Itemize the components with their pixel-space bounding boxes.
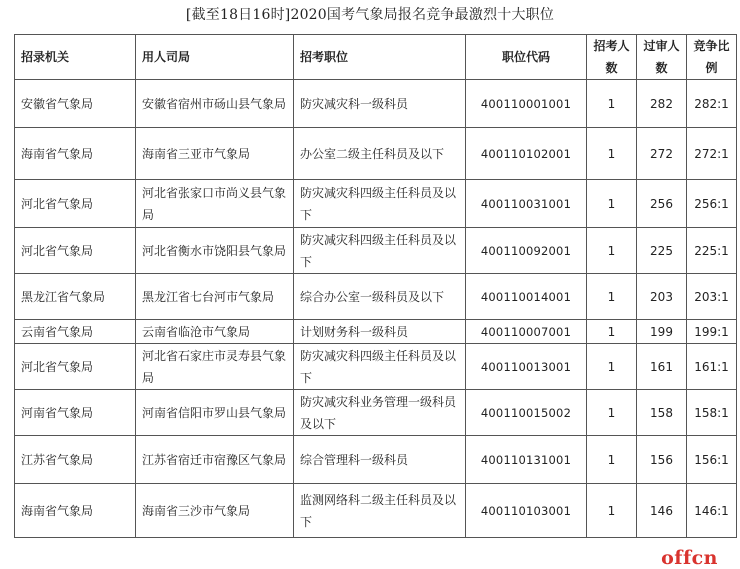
cell-code: 400110013001 [466,344,587,390]
cell-approved: 156 [637,436,687,484]
cell-position: 综合办公室一级科员及以下 [294,274,466,320]
cell-agency: 海南省气象局 [15,484,136,538]
cell-position: 办公室二级主任科员及以下 [294,128,466,180]
cell-position: 防灾减灾科四级主任科员及以下 [294,180,466,228]
cell-approved: 282 [637,80,687,128]
cell-ratio: 203:1 [687,274,737,320]
cell-approved: 225 [637,228,687,274]
table-row [15,484,737,538]
cell-recruit: 1 [587,80,637,128]
cell-dept: 河北省石家庄市灵寿县气象局 [136,344,294,390]
cell-agency: 安徽省气象局 [15,80,136,128]
positions-table [14,34,737,538]
table-row [15,128,737,180]
table-row [15,228,737,274]
cell-recruit: 1 [587,436,637,484]
cell-dept: 海南省三亚市气象局 [136,128,294,180]
cell-recruit: 1 [587,128,637,180]
table-row [15,320,737,344]
cell-ratio: 156:1 [687,436,737,484]
cell-code: 400110001001 [466,80,587,128]
cell-position: 防灾减灾科业务管理一级科员及以下 [294,390,466,436]
cell-code: 400110103001 [466,484,587,538]
header-position: 招考职位 [294,35,466,80]
cell-code: 400110007001 [466,320,587,344]
cell-agency: 河南省气象局 [15,390,136,436]
cell-ratio: 272:1 [687,128,737,180]
cell-code: 400110014001 [466,274,587,320]
cell-position: 防灾减灾科四级主任科员及以下 [294,228,466,274]
table-row [15,180,737,228]
table-row [15,80,737,128]
cell-ratio: 225:1 [687,228,737,274]
cell-code: 400110015002 [466,390,587,436]
cell-agency: 黑龙江省气象局 [15,274,136,320]
cell-dept: 海南省三沙市气象局 [136,484,294,538]
cell-dept: 江苏省宿迁市宿豫区气象局 [136,436,294,484]
header-approved: 过审人数 [637,35,687,80]
table-row [15,436,737,484]
cell-code: 400110092001 [466,228,587,274]
cell-recruit: 1 [587,180,637,228]
header-agency: 招录机关 [15,35,136,80]
watermark-logo: offcn [661,547,718,569]
cell-ratio: 199:1 [687,320,737,344]
cell-approved: 146 [637,484,687,538]
cell-recruit: 1 [587,228,637,274]
cell-code: 400110131001 [466,436,587,484]
cell-recruit: 1 [587,274,637,320]
cell-ratio: 146:1 [687,484,737,538]
cell-recruit: 1 [587,320,637,344]
cell-recruit: 1 [587,484,637,538]
table-row [15,344,737,390]
cell-dept: 河北省张家口市尚义县气象局 [136,180,294,228]
cell-ratio: 256:1 [687,180,737,228]
cell-position: 综合管理科一级科员 [294,436,466,484]
cell-ratio: 158:1 [687,390,737,436]
cell-approved: 158 [637,390,687,436]
cell-dept: 云南省临沧市气象局 [136,320,294,344]
cell-agency: 云南省气象局 [15,320,136,344]
cell-position: 防灾减灾科一级科员 [294,80,466,128]
cell-agency: 海南省气象局 [15,128,136,180]
header-code: 职位代码 [466,35,587,80]
cell-approved: 161 [637,344,687,390]
cell-dept: 河北省衡水市饶阳县气象局 [136,228,294,274]
cell-dept: 河南省信阳市罗山县气象局 [136,390,294,436]
cell-recruit: 1 [587,390,637,436]
table-row [15,274,737,320]
cell-agency: 河北省气象局 [15,344,136,390]
table-row [15,390,737,436]
cell-agency: 河北省气象局 [15,180,136,228]
cell-approved: 203 [637,274,687,320]
cell-approved: 272 [637,128,687,180]
header-ratio: 竞争比例 [687,35,737,80]
table-header-row [15,35,737,80]
cell-agency: 河北省气象局 [15,228,136,274]
cell-code: 400110031001 [466,180,587,228]
cell-ratio: 282:1 [687,80,737,128]
cell-position: 计划财务科一级科员 [294,320,466,344]
cell-approved: 256 [637,180,687,228]
cell-ratio: 161:1 [687,344,737,390]
cell-recruit: 1 [587,344,637,390]
cell-position: 监测网络科二级主任科员及以下 [294,484,466,538]
header-dept: 用人司局 [136,35,294,80]
page-title: [截至18日16时]2020国考气象局报名竞争最激烈十大职位 [185,7,555,23]
table-body [15,80,737,538]
header-recruit: 招考人数 [587,35,637,80]
cell-approved: 199 [637,320,687,344]
cell-dept: 安徽省宿州市砀山县气象局 [136,80,294,128]
cell-position: 防灾减灾科四级主任科员及以下 [294,344,466,390]
cell-dept: 黑龙江省七台河市气象局 [136,274,294,320]
cell-agency: 江苏省气象局 [15,436,136,484]
cell-code: 400110102001 [466,128,587,180]
